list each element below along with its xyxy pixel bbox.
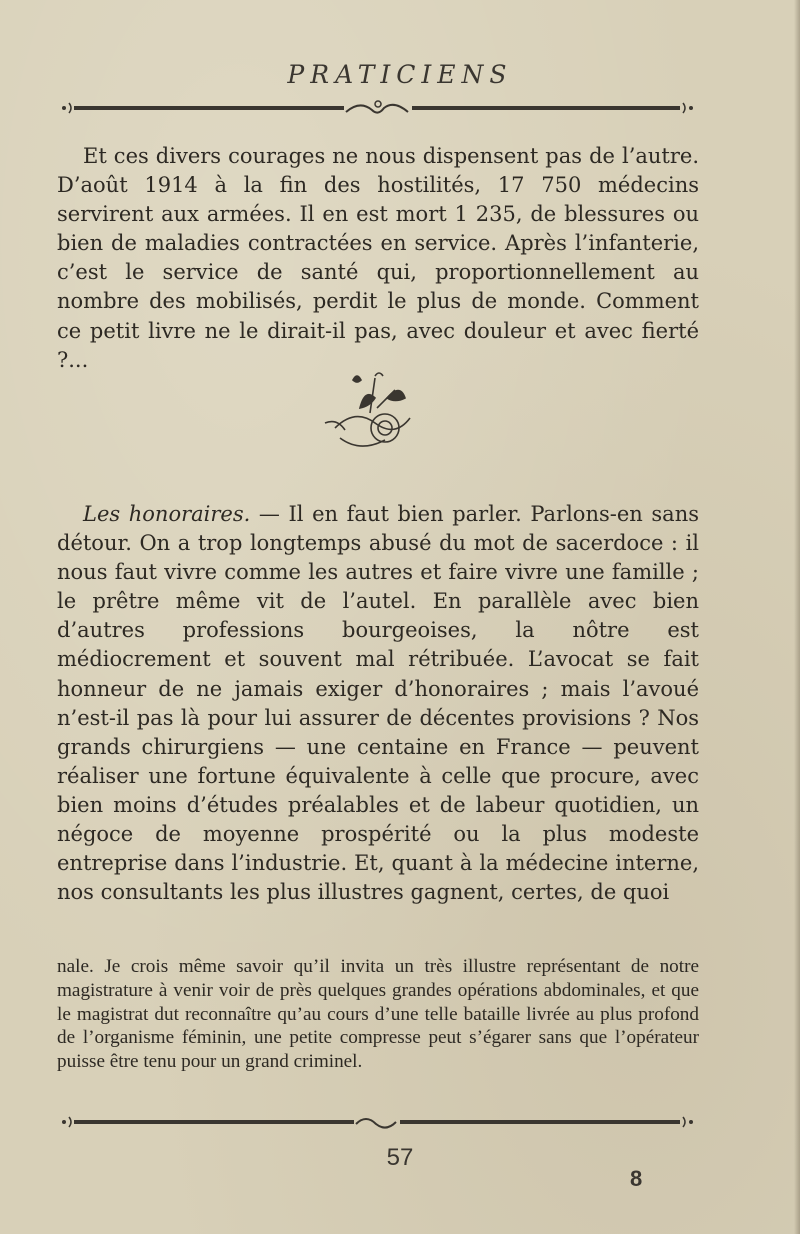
page-number: 57 xyxy=(386,1144,414,1171)
footer-ornamental-rule xyxy=(60,1112,696,1132)
paragraph xyxy=(57,500,699,907)
footnote-continuation: nale. Je crois même savoir qu’il invita un très illustre représentant de notre magistrature à venir voir de près quelques grandes opérations abdominales, et que le magistrat dut reconnaître qu’au cours d’une telle bataille livrée au plus profond de l’organisme féminin, une petite compresse peut s’égarer sans que l’opérateur puisse être tenu pour un grand criminel. xyxy=(57,956,699,1073)
section-heading: Les honoraires. xyxy=(83,502,251,526)
signature-mark: 8 xyxy=(630,1166,643,1191)
running-head: PRATICIENS xyxy=(287,60,513,89)
header-ornamental-rule xyxy=(60,98,696,118)
page-edge-shadow xyxy=(794,0,800,1234)
body-text-top xyxy=(57,142,699,375)
body-text-section xyxy=(57,500,699,907)
floral-vignette-icon xyxy=(315,368,425,463)
section-text: — Il en faut bien parler. Parlons-en sans détour. On a trop longtemps abusé du mot de sacerdoce : il nous faut vivre comme les autres et faire vivre une famille ; le prêtre même vit de l’autel. En parallèle avec bien d’autres professions bourgeoises, la nôtre est médiocrement et souvent mal rétribuée. L’avocat se fait honneur de ne jamais exiger d’honoraires ; mais l’avoué n’est-il pas là pour lui assurer de décentes provisions ? Nos grands chirurgiens — une centaine en France — peuvent réaliser une fortune équivalente à celle que procure, avec bien moins d’études préalables et de labeur quotidien, un négoce de moyenne prospérité ou la plus modeste entreprise dans l’industrie. Et, quant à la médecine interne, nos consultants les plus illustres gagnent, certes, de quoi xyxy=(57,502,699,905)
paragraph: Et ces divers courages ne nous dispensent pas de l’autre. D’août 1914 à la fin des hostilités, 17 750 médecins servirent aux armées. Il en est mort 1 235, de blessures ou bien de maladies contractées en service. Après l’infanterie, c’est le service de santé qui, proportionnellement au nombre des mobilisés, perdit le plus de monde. Comment ce petit livre ne le dirait-il pas, avec douleur et avec fierté ?... xyxy=(57,144,699,372)
